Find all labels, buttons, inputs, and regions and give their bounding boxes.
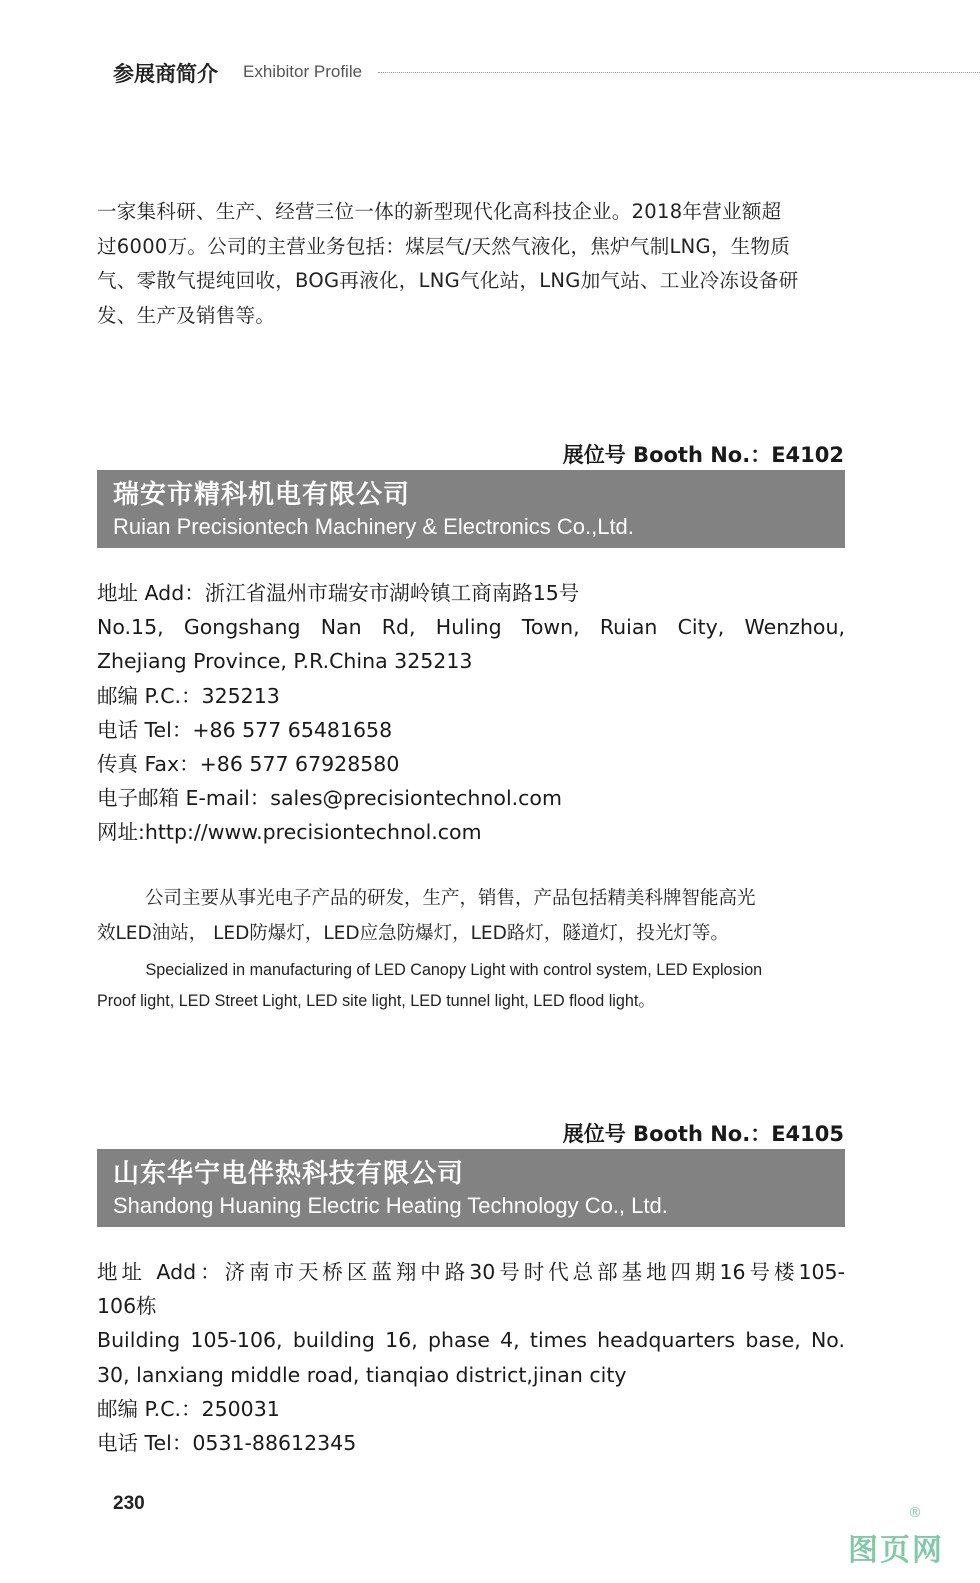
header-title-zh: 参展商简介 xyxy=(113,62,218,86)
company-contact-info xyxy=(97,576,845,850)
registered-mark: ® xyxy=(908,1505,922,1521)
desc-en-line1: Specialized in manufacturing of LED Canopy Light with control system, LED Explosion xyxy=(145,960,763,979)
address-en-line1: No.15, Gongshang Nan Rd, Huling Town, Ruian City, Wenzhou, xyxy=(97,615,845,640)
company-name-en: Shandong Huaning Electric Heating Technology Co., Ltd. xyxy=(113,1193,668,1218)
company-contact-info xyxy=(97,1255,845,1460)
company-description-zh xyxy=(97,882,845,951)
desc-zh-line1: 公司主要从事光电子产品的研发，生产，销售，产品包括精美科牌智能高光 xyxy=(145,888,756,909)
desc-zh-line2: 效LED油站， LED防爆灯，LED应急防爆灯，LED路灯，隧道灯，投光灯等。 xyxy=(97,922,729,944)
intro-paragraph xyxy=(97,195,845,333)
booth-number-e4102: 展位号 Booth No.：E4102 xyxy=(562,443,844,467)
watermark-text: 图页网 xyxy=(848,1533,944,1568)
address-zh: 地址 Add：浙江省温州市瑞安市湖岭镇工商南路15号 xyxy=(97,581,580,605)
fax: 传真 Fax：+86 577 67928580 xyxy=(97,752,400,777)
telephone: 电话 Tel：0531-88612345 xyxy=(97,1431,357,1456)
postcode: 邮编 P.C.：325213 xyxy=(97,683,280,708)
company-name-zh: 山东华宁电伴热科技有限公司 xyxy=(113,1159,465,1189)
address-zh-line2: 106栋 xyxy=(97,1294,157,1319)
watermark-logo xyxy=(848,1505,958,1568)
email: 电子邮箱 E-mail：sales@precisiontechnol.com xyxy=(97,786,562,811)
intro-line: 一家集科研、生产、经营三位一体的新型现代化高科技企业。2018年营业额超 xyxy=(97,200,782,223)
page-header xyxy=(113,56,980,90)
booth-number-e4105: 展位号 Booth No.：E4105 xyxy=(562,1122,844,1146)
address-en-line1: Building 105-106, building 16, phase 4, times headquarters base, No. xyxy=(97,1328,845,1353)
intro-line: 发、生产及销售等。 xyxy=(97,303,276,327)
intro-line: 过6000万。公司的主营业务包括：煤层气/天然气液化，焦炉气制LNG，生物质 xyxy=(97,234,791,258)
company-name-zh: 瑞安市精科机电有限公司 xyxy=(113,480,411,510)
website: 网址:http://www.precisiontechnol.com xyxy=(97,820,482,845)
page-number: 230 xyxy=(113,1493,145,1514)
header-dotted-rule xyxy=(378,72,980,73)
company-banner-ruian xyxy=(97,470,845,548)
address-en-line2: 30, lanxiang middle road, tianqiao district,jinan city xyxy=(97,1362,627,1387)
header-title-en: Exhibitor Profile xyxy=(243,62,363,81)
company-banner-huaning xyxy=(97,1149,845,1227)
telephone: 电话 Tel：+86 577 65481658 xyxy=(97,717,393,742)
company-description-en xyxy=(97,954,848,1016)
address-en-line2: Zhejiang Province, P.R.China 325213 xyxy=(97,649,473,674)
postcode: 邮编 P.C.：250031 xyxy=(97,1396,280,1421)
company-name-en: Ruian Precisiontech Machinery & Electronics Co.,Ltd. xyxy=(113,514,634,539)
desc-en-line2: Proof light, LED Street Light, LED site light, LED tunnel light, LED flood light。 xyxy=(97,991,655,1010)
address-zh-line1: 地址 Add：济南市天桥区蓝翔中路30号时代总部基地四期16号楼105- xyxy=(97,1260,845,1284)
intro-line: 气、零散气提纯回收，BOG再液化，LNG气化站，LNG加气站、工业冷冻设备研 xyxy=(97,269,799,292)
